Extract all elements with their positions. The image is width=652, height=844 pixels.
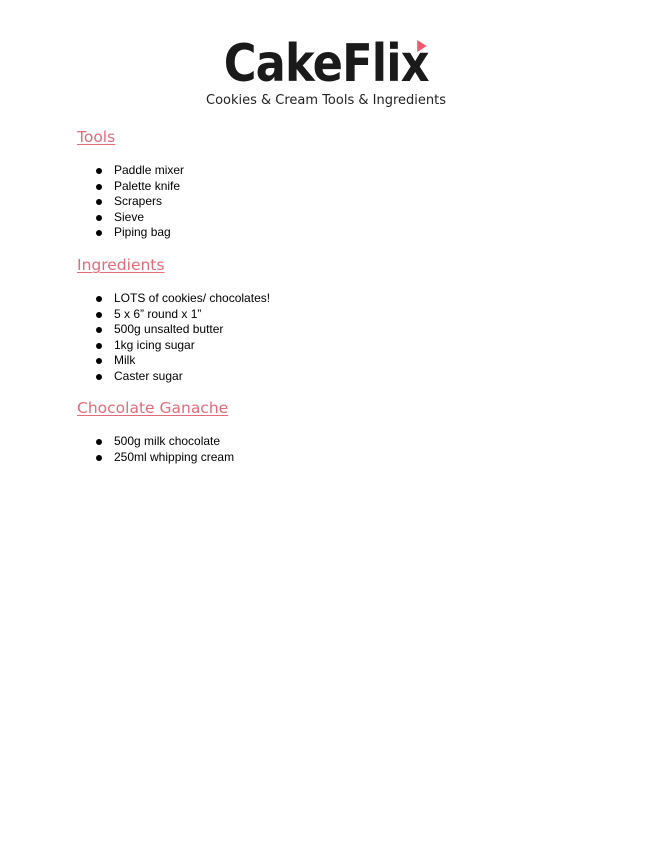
list-item: Paddle mixer (96, 163, 184, 179)
bullet-icon (96, 215, 102, 221)
bullet-icon (96, 358, 102, 364)
bullet-icon (96, 296, 102, 302)
list-item: 500g unsalted butter (96, 322, 270, 338)
list-item: 250ml whipping cream (96, 450, 234, 466)
list-item: Palette knife (96, 179, 184, 195)
list-item: Sieve (96, 210, 184, 226)
list-item: 500g milk chocolate (96, 434, 234, 450)
list-item: Milk (96, 353, 270, 369)
bullet-icon (96, 343, 102, 349)
list-item: LOTS of cookies/ chocolates! (96, 291, 270, 307)
list-item: Caster sugar (96, 369, 270, 385)
ingredients-list (96, 291, 270, 385)
bullet-icon (96, 455, 102, 461)
bullet-icon (96, 230, 102, 236)
ingredients-heading: Ingredients (77, 256, 165, 274)
bullet-icon (96, 312, 102, 318)
play-triangle-icon (417, 40, 426, 52)
tools-list (96, 163, 184, 241)
list-item: Piping bag (96, 225, 184, 241)
bullet-icon (96, 168, 102, 174)
tools-heading: Tools (77, 128, 116, 146)
logo-wordmark (223, 36, 428, 92)
list-item: 1kg icing sugar (96, 338, 270, 354)
chocolate-ganache-heading: Chocolate Ganache (77, 399, 229, 417)
bullet-icon (96, 184, 102, 190)
list-item: Scrapers (96, 194, 184, 210)
bullet-icon (96, 374, 102, 380)
ganache-list (96, 434, 234, 465)
bullet-icon (96, 439, 102, 445)
bullet-icon (96, 199, 102, 205)
logo-text: CakeFlix (223, 34, 429, 94)
document-subtitle: Cookies & Cream Tools & Ingredients (206, 93, 446, 108)
cakeflix-logo (0, 36, 652, 92)
bullet-icon (96, 327, 102, 333)
list-item: 5 x 6” round x 1” (96, 307, 270, 323)
